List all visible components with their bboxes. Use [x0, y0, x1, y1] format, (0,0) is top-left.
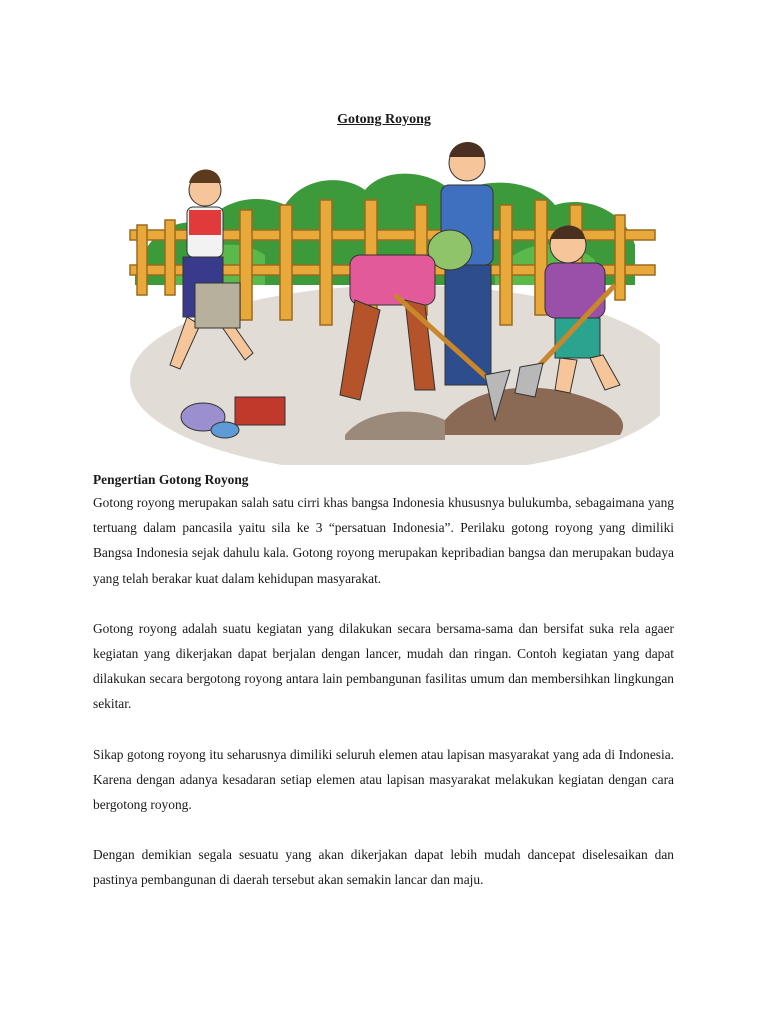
section-heading: Pengertian Gotong Royong: [93, 472, 249, 487]
paragraph-2: Gotong royong adalah suatu kegiatan yang dilakukan secara bersama-sama dan bersifat suka rela agaer kegiatan yang dikerjakan dapat berjalan dengan lancer, mudah dan ringan. Contoh kegiatan yang dapat dilakukan secara bergotong royong antara lain pembangunan fasilitas umum dan membersihkan lingkungan sekitar.: [93, 620, 674, 712]
paragraph-4: Dengan demikian segala sesuatu yang akan dikerjakan dapat lebih mudah dancepat diselesaikan dan pastinya pembangunan di daerah tersebut akan semakin lancar dan maju.: [93, 847, 674, 888]
paragraph-3: Sikap gotong royong itu seharusnya dimiliki seluruh elemen atau lapisan masyarakat yang ada di Indonesia. Karena dengan adanya kesadaran setiap elemen atau lapisan masyarakat melakukan kegiatan dengan cara bergotong royong.: [93, 746, 674, 813]
document-title: Gotong Royong: [337, 112, 431, 127]
paragraph-1: Gotong royong merupakan salah satu cirri khas bangsa Indonesia khususnya bulukumba, sebagaimana yang tertuang dalam pancasila yaitu sila ke 3 “persatuan Indonesia”. Perilaku gotong royong yang dimiliki Bangsa Indonesia sejak dahulu kala. Gotong royong merupakan kepribadian bangsa dan merupakan budaya yang telah berakar kuat dalam kehidupan masyarakat.: [93, 495, 674, 586]
gotong-royong-illustration: [115, 135, 660, 465]
document-body: [93, 470, 674, 918]
